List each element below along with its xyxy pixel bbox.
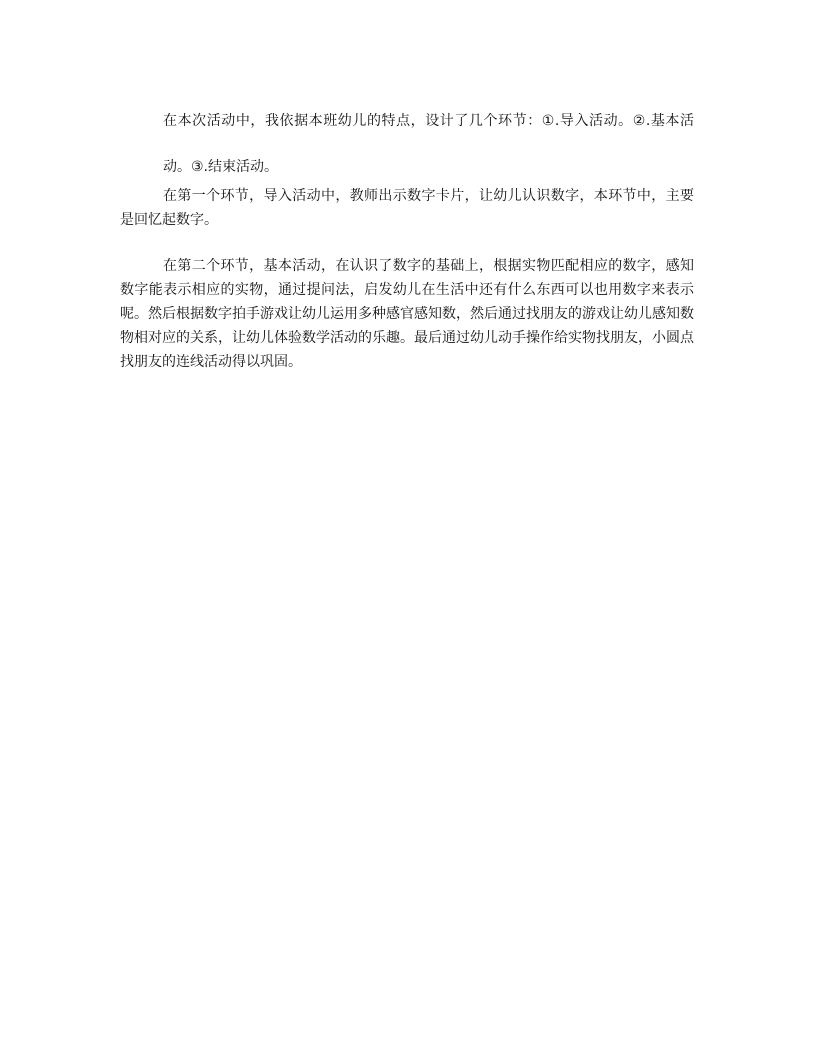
paragraph-second-stage: 在第二个环节，基本活动，在认识了数字的基础上，根据实物匹配相应的数字，感知数字能表示相应的实物，通过提问法，启发幼儿在生活中还有什么东西可以也用数字来表示呢。然后根据数字拍手游戏让幼儿运用多种感官感知数，然后通过找朋友的游戏让幼儿感知数物相对应的关系，让幼儿体验数学活动的乐趣。最后通过幼儿动手操作给实物找朋友，小圆点找朋友的连线活动得以巩固。 (120, 258, 694, 370)
paragraph-activity-overview: 在本次活动中，我依据本班幼儿的特点，设计了几个环节：①.导入活动。②.基本活动。③.结束活动。 (163, 113, 694, 175)
paragraph-first-stage: 在第一个环节，导入活动中，教师出示数字卡片，让幼儿认识数字，本环节中，主要是回忆起数字。 (120, 188, 694, 228)
